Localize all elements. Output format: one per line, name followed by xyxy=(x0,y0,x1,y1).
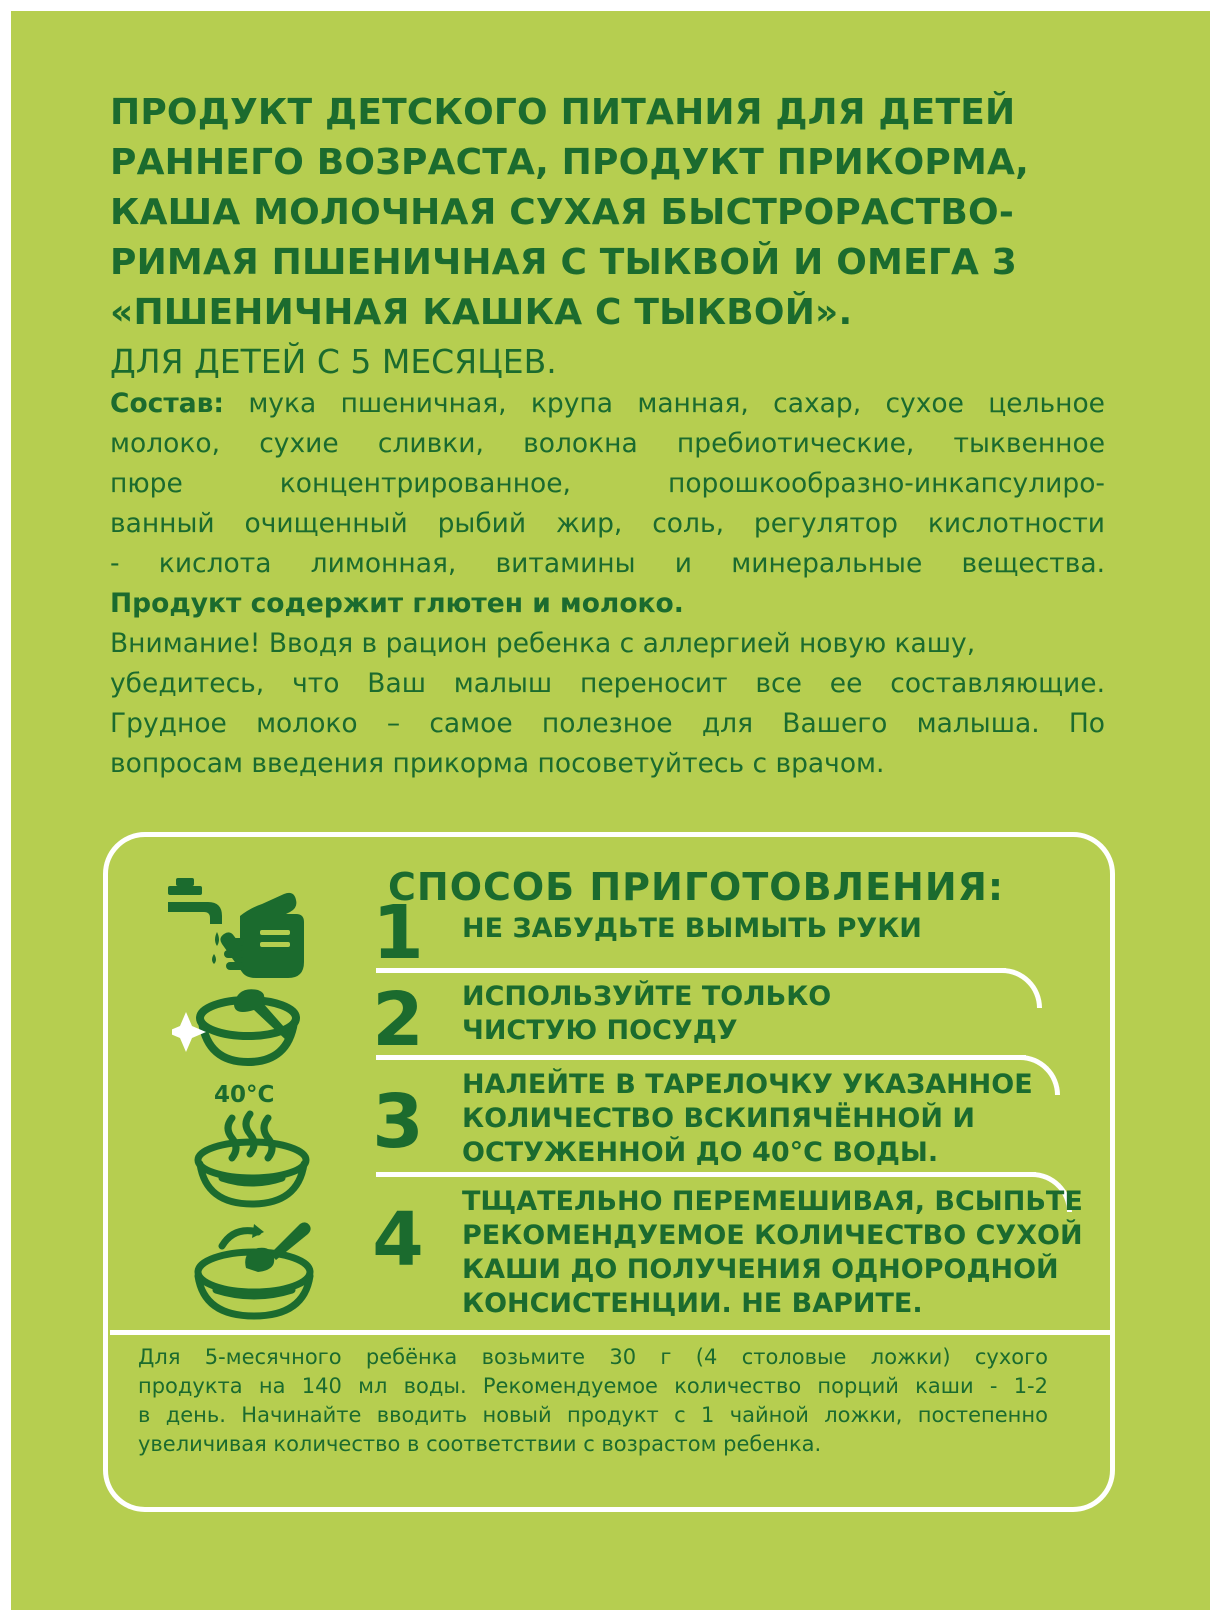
step-number-1: 1 xyxy=(372,890,424,976)
composition-line: ванный очищенный рыбий жир, соль, регулятор кислотности xyxy=(110,508,1105,539)
step-line: ТЩАТЕЛЬНО ПЕРЕМЕШИВАЯ, ВСЫПЬТЕ xyxy=(462,1186,1083,1217)
temperature-label: 40°С xyxy=(214,1082,275,1108)
preparation-title: СПОСОБ ПРИГОТОВЛЕНИЯ: xyxy=(388,865,1005,909)
note-line: увеличивая количество в соответствии с возрастом ребенка. xyxy=(138,1432,822,1456)
warning-line: Внимание! Вводя в рацион ребенка с аллергией новую кашу, xyxy=(110,628,976,659)
step-text-1 xyxy=(462,912,1042,946)
step-line: ОСТУЖЕННОЙ ДО 40°С ВОДЫ. xyxy=(462,1137,939,1168)
step-divider xyxy=(376,1172,1036,1177)
step-line: КОНСИСТЕНЦИИ. НЕ ВАРИТЕ. xyxy=(462,1288,923,1319)
composition-line: пюре концентрированное, порошкообразно-инкапсулиро- xyxy=(110,468,1105,499)
note-divider xyxy=(110,1330,1112,1335)
allergen-statement: Продукт содержит глютен и молоко. xyxy=(110,588,684,619)
step-text-2 xyxy=(462,980,1042,1048)
warning-line: убедитесь, что Ваш малыш переносит все ее составляющие. xyxy=(110,668,1105,699)
note-line: в день. Начинайте вводить новый продукт с 1 чайной ложки, постепенно xyxy=(138,1403,1048,1427)
step-line: ИСПОЛЬЗУЙТЕ ТОЛЬКО xyxy=(462,981,832,1012)
serving-note xyxy=(138,1343,1048,1459)
title-line: РАННЕГО ВОЗРАСТА, ПРОДУКТ ПРИКОРМА, xyxy=(110,142,1029,183)
step-divider xyxy=(376,1055,1026,1060)
stirring-bowl-icon xyxy=(186,1212,326,1322)
step-number-2: 2 xyxy=(372,977,424,1063)
note-line: продукта на 140 мл воды. Рекомендуемое количество порций каши - 1-2 xyxy=(138,1374,1048,1398)
composition-block xyxy=(110,384,1105,784)
step-divider xyxy=(376,968,1006,973)
warm-water-bowl-icon xyxy=(182,1110,322,1210)
composition-line xyxy=(110,384,1105,424)
composition-line: - кислота лимонная, витамины и минеральные вещества. xyxy=(110,548,1105,579)
product-title xyxy=(110,88,1110,338)
title-line: ПРОДУКТ ДЕТСКОГО ПИТАНИЯ ДЛЯ ДЕТЕЙ xyxy=(110,92,1016,133)
step-line: НАЛЕЙТЕ В ТАРЕЛОЧКУ УКАЗАННОЕ xyxy=(462,1069,1033,1100)
step-line: КАШИ ДО ПОЛУЧЕНИЯ ОДНОРОДНОЙ xyxy=(462,1254,1059,1285)
warning-line: вопросам введения прикорма посоветуйтесь с врачом. xyxy=(110,748,885,779)
age-label: ДЛЯ ДЕТЕЙ С 5 МЕСЯЦЕВ. xyxy=(110,342,557,381)
title-line: РИМАЯ ПШЕНИЧНАЯ С ТЫКВОЙ И ОМЕГА 3 xyxy=(110,242,1018,283)
title-line: КАША МОЛОЧНАЯ СУХАЯ БЫСТРОРАСТВО- xyxy=(110,192,1014,233)
hand-wash-icon xyxy=(162,872,312,982)
step-text-3 xyxy=(462,1068,1042,1170)
step-line: КОЛИЧЕСТВО ВСКИПЯЧЁННОЙ И xyxy=(462,1103,975,1134)
step-line: РЕКОМЕНДУЕМОЕ КОЛИЧЕСТВО СУХОЙ xyxy=(462,1220,1083,1251)
step-number-4: 4 xyxy=(372,1197,424,1283)
composition-text: мука пшеничная, крупа манная, сахар, сухое цельное xyxy=(223,388,1105,419)
clean-bowl-icon xyxy=(172,980,307,1070)
step-line: НЕ ЗАБУДЬТЕ ВЫМЫТЬ РУКИ xyxy=(462,913,922,944)
composition-line: молоко, сухие сливки, волокна пребиотические, тыквенное xyxy=(110,428,1105,459)
warning-line: Грудное молоко – самое полезное для Вашего малыша. По xyxy=(110,708,1105,739)
step-number-3: 3 xyxy=(372,1079,424,1165)
composition-label: Состав: xyxy=(110,388,224,419)
step-text-4 xyxy=(462,1185,1083,1321)
step-line: ЧИСТУЮ ПОСУДУ xyxy=(462,1015,738,1046)
title-line: «ПШЕНИЧНАЯ КАШКА С ТЫКВОЙ». xyxy=(110,292,853,333)
note-line: Для 5-месячного ребёнка возьмите 30 г (4 столовые ложки) сухого xyxy=(138,1345,1048,1369)
